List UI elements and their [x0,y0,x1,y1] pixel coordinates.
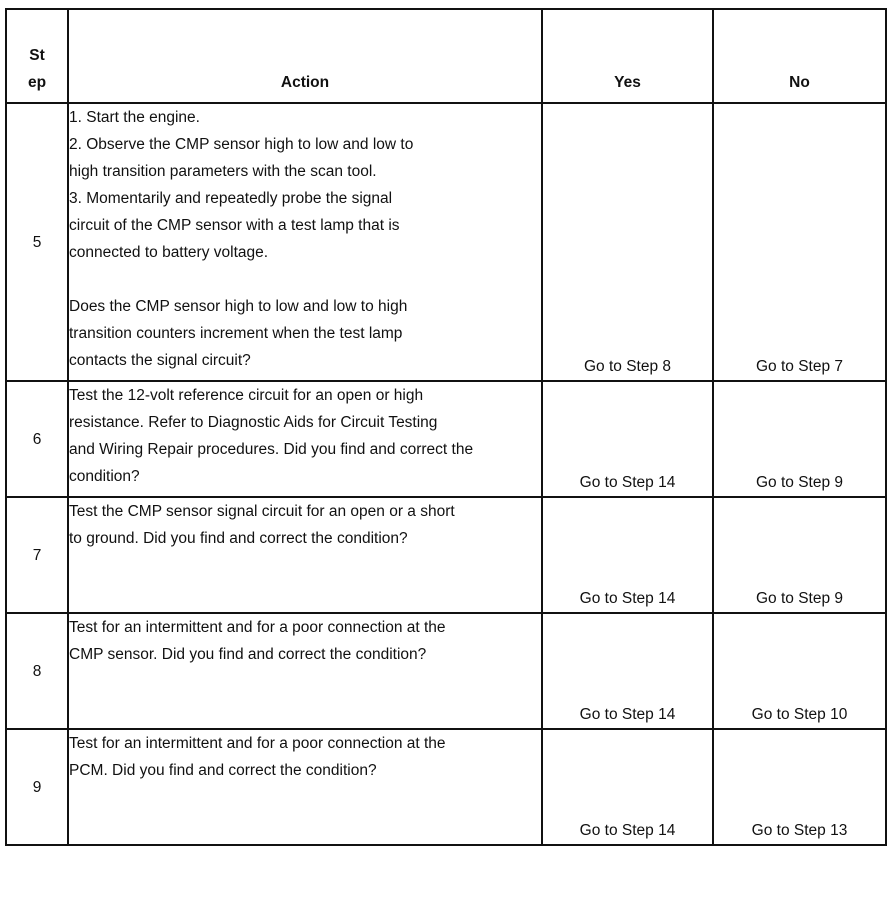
action-line: Test the 12-volt reference circuit for an open or high [69,387,424,404]
action-line: PCM. Did you find and correct the condition? [69,762,377,779]
table-row [6,103,886,381]
header-no: No [713,9,886,103]
yes-result: Go to Step 14 [542,613,713,729]
table-row [6,497,886,613]
header-step-line1: St [29,47,45,64]
step-number: 6 [6,381,68,497]
header-step-line2: ep [27,74,47,91]
action-cell [68,613,542,729]
action-line: 2. Observe the CMP sensor high to low and low to [69,136,414,153]
header-step [6,9,68,103]
action-line: condition? [69,468,140,485]
action-line: high transition parameters with the scan tool. [69,163,377,180]
no-result: Go to Step 9 [713,381,886,497]
action-blank-line [69,266,541,293]
yes-result: Go to Step 8 [542,103,713,381]
action-cell [68,381,542,497]
no-result: Go to Step 9 [713,497,886,613]
action-line: CMP sensor. Did you find and correct the condition? [69,646,427,663]
diagnostic-table [5,8,887,846]
action-line: 1. Start the engine. [69,109,200,126]
action-cell [68,497,542,613]
action-cell [68,103,542,381]
no-result: Go to Step 7 [713,103,886,381]
action-line: 3. Momentarily and repeatedly probe the signal [69,190,393,207]
action-line: contacts the signal circuit? [69,352,251,369]
step-number: 5 [6,103,68,381]
header-action: Action [68,9,542,103]
header-yes: Yes [542,9,713,103]
table-row [6,729,886,845]
yes-result: Go to Step 14 [542,729,713,845]
action-cell [68,729,542,845]
table-row [6,613,886,729]
action-line: Does the CMP sensor high to low and low to high [69,298,408,315]
action-line: Test the CMP sensor signal circuit for an open or a short [69,503,455,520]
action-line: and Wiring Repair procedures. Did you find and correct the [69,441,474,458]
no-result: Go to Step 13 [713,729,886,845]
yes-result: Go to Step 14 [542,497,713,613]
table-body [6,103,886,845]
yes-result: Go to Step 14 [542,381,713,497]
no-result: Go to Step 10 [713,613,886,729]
table-row [6,381,886,497]
step-number: 9 [6,729,68,845]
action-line: to ground. Did you find and correct the condition? [69,530,408,547]
action-line: Test for an intermittent and for a poor connection at the [69,735,446,752]
action-line: transition counters increment when the test lamp [69,325,403,342]
action-line: resistance. Refer to Diagnostic Aids for Circuit Testing [69,414,438,431]
header-row [6,9,886,103]
action-line: Test for an intermittent and for a poor connection at the [69,619,446,636]
step-number: 7 [6,497,68,613]
action-line: circuit of the CMP sensor with a test lamp that is [69,217,400,234]
action-line: connected to battery voltage. [69,244,269,261]
step-number: 8 [6,613,68,729]
